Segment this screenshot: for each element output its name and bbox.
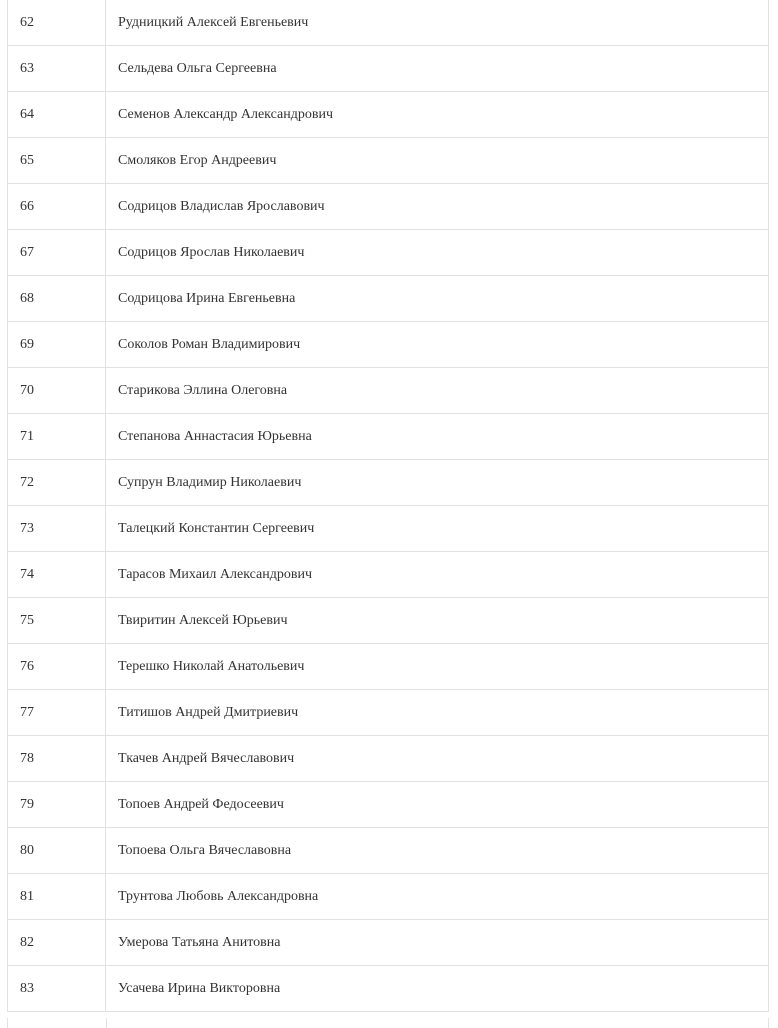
row-number: 69 <box>8 322 106 368</box>
person-name: Твиритин Алексей Юрьевич <box>106 598 769 644</box>
table-row <box>8 230 769 276</box>
row-number: 70 <box>8 368 106 414</box>
table-row <box>8 598 769 644</box>
person-name: Соколов Роман Владимирович <box>106 322 769 368</box>
person-name: Содрицов Ярослав Николаевич <box>106 230 769 276</box>
row-number: 62 <box>8 0 106 46</box>
participants-table <box>7 0 769 1012</box>
table-row <box>8 322 769 368</box>
person-name: Топоев Андрей Федосеевич <box>106 782 769 828</box>
person-name: Умерова Татьяна Анитовна <box>106 920 769 966</box>
person-name: Топоева Ольга Вячеславовна <box>106 828 769 874</box>
table-row <box>8 782 769 828</box>
table-row <box>8 552 769 598</box>
row-number: 77 <box>8 690 106 736</box>
row-number: 64 <box>8 92 106 138</box>
table-row <box>8 46 769 92</box>
person-name: Степанова Аннастасия Юрьевна <box>106 414 769 460</box>
table-row <box>8 506 769 552</box>
person-name: Терешко Николай Анатольевич <box>106 644 769 690</box>
row-number: 74 <box>8 552 106 598</box>
person-name: Титишов Андрей Дмитриевич <box>106 690 769 736</box>
table-row <box>8 460 769 506</box>
person-name: Трунтова Любовь Александровна <box>106 874 769 920</box>
row-number: 72 <box>8 460 106 506</box>
row-number: 71 <box>8 414 106 460</box>
person-name: Ткачев Андрей Вячеславович <box>106 736 769 782</box>
row-number: 82 <box>8 920 106 966</box>
row-number: 80 <box>8 828 106 874</box>
row-number: 75 <box>8 598 106 644</box>
row-number: 79 <box>8 782 106 828</box>
table-row <box>8 828 769 874</box>
row-number: 76 <box>8 644 106 690</box>
table-row <box>8 736 769 782</box>
table-row <box>8 138 769 184</box>
person-name: Содрицова Ирина Евгеньевна <box>106 276 769 322</box>
participants-table-body <box>8 0 769 1012</box>
person-name: Сельдева Ольга Сергеевна <box>106 46 769 92</box>
table-row <box>8 644 769 690</box>
table-row <box>8 92 769 138</box>
row-number: 65 <box>8 138 106 184</box>
row-number: 83 <box>8 966 106 1012</box>
person-name: Семенов Александр Александрович <box>106 92 769 138</box>
person-name: Старикова Эллина Олеговна <box>106 368 769 414</box>
column-divider <box>106 1018 107 1028</box>
person-name: Супрун Владимир Николаевич <box>106 460 769 506</box>
person-name: Смоляков Егор Андреевич <box>106 138 769 184</box>
table-row <box>8 184 769 230</box>
person-name: Содрицов Владислав Ярославович <box>106 184 769 230</box>
row-number: 66 <box>8 184 106 230</box>
table-row <box>8 276 769 322</box>
person-name: Усачева Ирина Викторовна <box>106 966 769 1012</box>
participants-table-wrapper <box>7 0 769 1012</box>
table-row <box>8 966 769 1012</box>
row-number: 81 <box>8 874 106 920</box>
person-name: Талецкий Константин Сергеевич <box>106 506 769 552</box>
table-row <box>8 690 769 736</box>
table-row <box>8 920 769 966</box>
row-number: 68 <box>8 276 106 322</box>
table-row <box>8 368 769 414</box>
row-number: 73 <box>8 506 106 552</box>
row-number: 67 <box>8 230 106 276</box>
row-number: 78 <box>8 736 106 782</box>
table-row <box>8 874 769 920</box>
person-name: Рудницкий Алексей Евгеньевич <box>106 0 769 46</box>
row-number: 63 <box>8 46 106 92</box>
table-row <box>8 0 769 46</box>
table-row <box>8 414 769 460</box>
table-continuation <box>7 1018 769 1028</box>
person-name: Тарасов Михаил Александрович <box>106 552 769 598</box>
